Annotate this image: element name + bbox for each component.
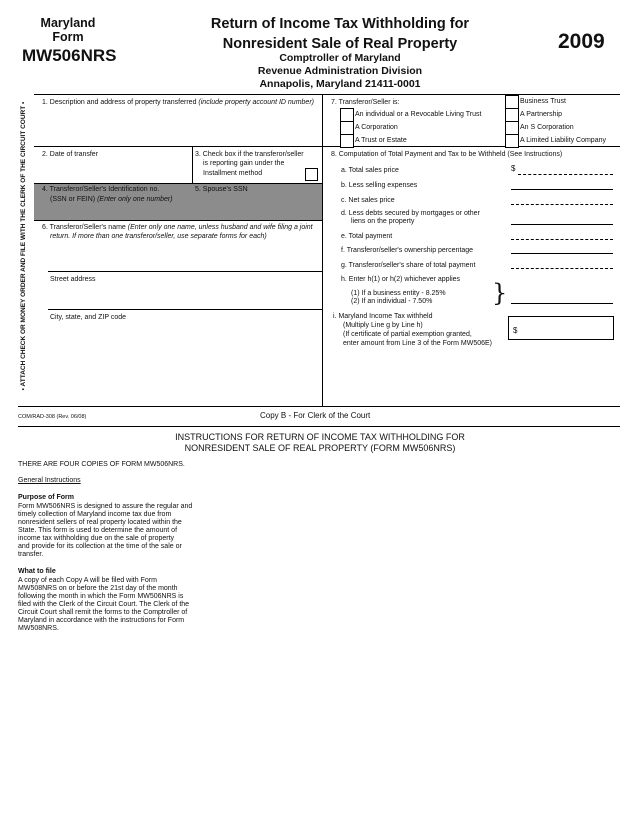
purpose-line: and provide for its collection at the time of the sale or — [18, 543, 182, 550]
form-id: MW506NRS — [22, 46, 117, 65]
file-line: MW508NRS. — [18, 625, 59, 632]
purpose-line: timely collection of Maryland income tax due from — [18, 511, 172, 518]
field-1-text: 1. Description and address of property transferred — [42, 99, 197, 106]
city-label: City, state, and ZIP code — [50, 314, 127, 321]
line-h2-label: (2) If an individual - 7.50% — [351, 298, 433, 305]
file-line: A copy of each Copy A will be filed with Form — [18, 577, 157, 584]
copies-note: THERE ARE FOUR COPIES OF FORM MW506NRS. — [18, 461, 185, 468]
line-a-label: a. Total sales price — [341, 167, 399, 174]
agency: Comptroller of Maryland — [279, 52, 401, 64]
field-8-label: 8. Computation of Total Payment and Tax to be Withheld (See Instructions) — [331, 151, 563, 158]
frame-bottom — [18, 406, 620, 407]
business-trust-checkbox[interactable] — [505, 95, 519, 109]
instructions-title2: NONRESIDENT SALE OF REAL PROPERTY (FORM MW506NRS) — [184, 443, 456, 453]
llc-checkbox[interactable] — [505, 134, 519, 148]
field-3-line2: is reporting gain under the — [203, 160, 285, 167]
line-e-label: e. Total payment — [341, 233, 393, 240]
purpose-heading: Purpose of Form — [18, 494, 75, 501]
line-i-label2: (Multiply Line g by Line h) — [343, 322, 423, 329]
brace-icon: } — [492, 279, 508, 307]
individual-checkbox[interactable] — [340, 108, 354, 122]
line-f-input[interactable] — [511, 253, 613, 254]
tax-year: 2009 — [558, 30, 605, 53]
field-4-line2 — [50, 196, 173, 205]
instructions-divider — [18, 426, 620, 427]
option-partnership: A Partnership — [520, 111, 563, 118]
line-d-input[interactable] — [511, 224, 613, 225]
option-business-trust: Business Trust — [520, 98, 566, 105]
street-label: Street address — [50, 276, 96, 283]
corporation-checkbox[interactable] — [340, 121, 354, 135]
name-line — [48, 271, 322, 272]
street-line — [48, 309, 322, 310]
file-line: filed with the Clerk of the Circuit Court. The Clerk of the — [18, 601, 190, 608]
row-divider-1 — [34, 146, 620, 147]
line-g-input[interactable] — [511, 268, 613, 269]
line-i-label3: (If certificate of partial exemption granted, — [343, 331, 472, 338]
line-i-input[interactable] — [508, 316, 614, 340]
frame-top — [34, 94, 620, 95]
row-divider-2 — [34, 183, 322, 184]
trust-estate-checkbox[interactable] — [340, 134, 354, 148]
field-4-ssn-fein: (SSN or FEIN) — [50, 196, 96, 203]
option-llc: A Limited Liability Company — [520, 137, 606, 144]
line-c-label: c. Net sales price — [341, 197, 395, 204]
field-6-line1 — [42, 224, 313, 233]
file-line: Maryland in accordance with the instructions for Form — [18, 617, 185, 624]
line-d-label2: liens on the property — [351, 218, 415, 225]
file-line: Circuit Court shall remit the forms to the Comptroller of — [18, 609, 188, 616]
line-a-dollar: $ — [511, 164, 516, 173]
field-3-line3: Installment method — [203, 170, 263, 177]
field-7-label: 7. Transferor/Seller is: — [331, 99, 400, 106]
instructions-title1: INSTRUCTIONS FOR RETURN OF INCOME TAX WITHHOLDING FOR — [175, 432, 465, 442]
partnership-checkbox[interactable] — [505, 108, 519, 122]
line-h-input[interactable] — [511, 303, 613, 304]
line-e-input[interactable] — [511, 239, 613, 240]
field-6-text: 6. Transferor/Seller's name — [42, 224, 126, 231]
option-trust-estate: A Trust or Estate — [355, 137, 407, 144]
copy-label: Copy B - For Clerk of the Court — [260, 411, 371, 420]
field-1-label — [42, 99, 314, 108]
line-a-input[interactable] — [518, 174, 613, 175]
line-h-label: h. Enter h(1) or h(2) whichever applies — [341, 276, 461, 283]
column-divider — [322, 94, 323, 406]
purpose-line: nonresident sellers of real property located within the — [18, 519, 182, 526]
option-individual: An individual or a Revocable Living Trust — [355, 111, 482, 118]
file-line: MW508NRS on or before the 21st day of the month — [18, 585, 178, 592]
state-name: Maryland — [40, 16, 96, 30]
field-4-line1: 4. Transferor/Seller's Identification no. — [42, 186, 160, 193]
form-label: Form — [52, 30, 84, 44]
line-d-label1: d. Less debts secured by mortgages or other — [341, 210, 480, 217]
field-6-hint2: return. If more than one transferor/seller, use separate forms for each) — [50, 233, 267, 240]
field-3-line1: 3. Check box if the transferor/seller — [195, 151, 304, 158]
file-line: following the month in which the Form MW506NRS is — [18, 593, 184, 600]
what-to-file-heading: What to file — [18, 568, 56, 575]
field-6-hint1: (Enter only one name, unless husband and wife filing a joint — [127, 224, 313, 231]
line-i-label1: i. Maryland Income Tax withheld — [333, 313, 433, 320]
purpose-line: Form MW506NRS is designed to assure the regular and — [18, 503, 193, 510]
option-s-corporation: An S Corporation — [520, 124, 574, 131]
line-c-input[interactable] — [511, 204, 613, 205]
field-5-label: 5. Spouse's SSN — [195, 186, 248, 193]
line-i-label4: enter amount from Line 3 of the Form MW506E) — [343, 340, 493, 347]
option-corporation: A Corporation — [355, 124, 398, 131]
s-corporation-checkbox[interactable] — [505, 121, 519, 135]
purpose-line: income tax withholding due on the sale of property — [18, 535, 175, 542]
line-i-dollar: $ — [513, 326, 518, 335]
address: Annapolis, Maryland 21411-0001 — [259, 78, 421, 90]
purpose-line: transfer. — [18, 551, 44, 558]
title-line1: Return of Income Tax Withholding for — [210, 16, 470, 32]
purpose-line: State. This form is used to determine the amount of — [18, 527, 178, 534]
general-instructions-heading: General Instructions — [18, 477, 81, 484]
division: Revenue Administration Division — [257, 65, 423, 77]
field-2-label: 2. Date of transfer — [42, 151, 99, 158]
field-4-hint: (Enter only one number) — [97, 196, 173, 203]
title-line2: Nonresident Sale of Real Property — [222, 36, 458, 52]
line-b-input[interactable] — [511, 189, 613, 190]
installment-checkbox[interactable] — [305, 168, 318, 181]
line-b-label: b. Less selling expenses — [341, 182, 418, 189]
line-h1-label: (1) If a business entity - 8.25% — [351, 290, 446, 297]
line-f-label: f. Transferor/seller's ownership percentage — [341, 247, 474, 254]
side-note: • ATTACH CHECK OR MONEY ORDER AND FILE WITH THE CLERK OF THE CIRCUIT COURT • — [20, 101, 27, 391]
line-g-label: g. Transferor/seller's share of total payment — [341, 262, 476, 269]
form-code: COM/RAD-308 (Rev. 06/08) — [18, 414, 87, 420]
row-divider-3 — [34, 220, 322, 221]
field-1-hint: (include property account ID number) — [198, 99, 314, 106]
